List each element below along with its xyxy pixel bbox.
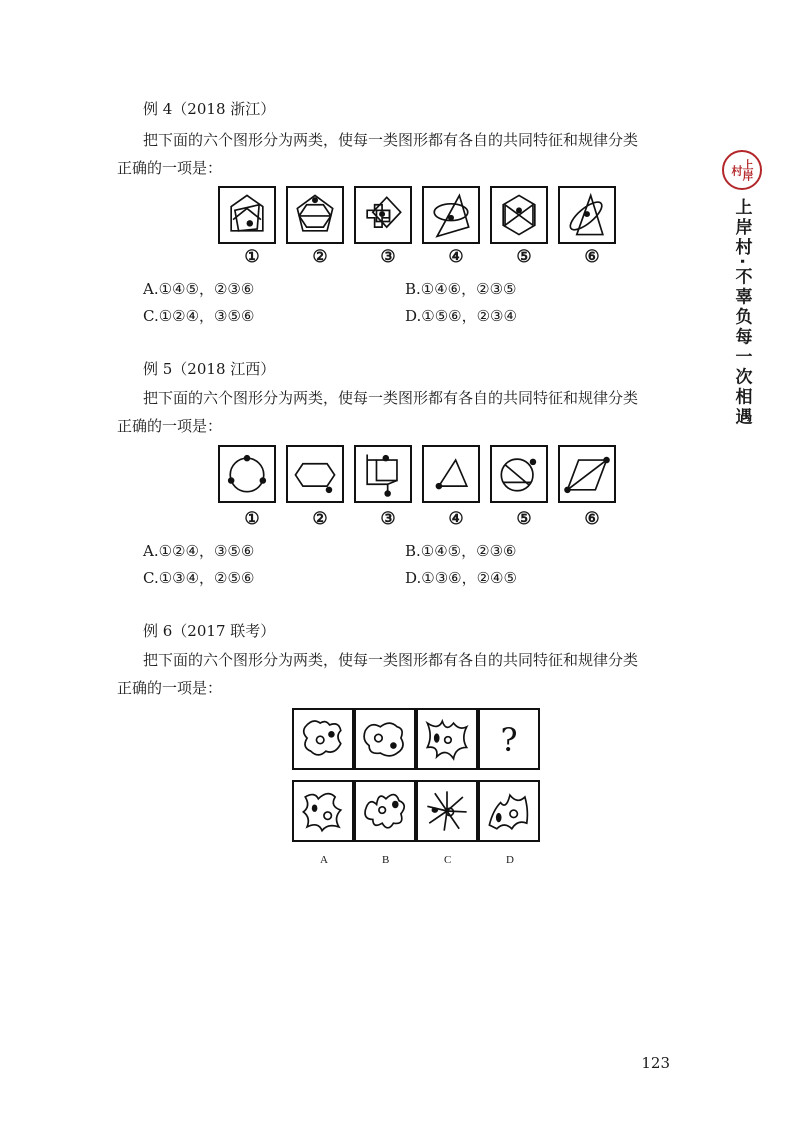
example4-option-c[interactable]: C.①②④，③⑤⑥ <box>143 307 255 325</box>
example4-figure-2 <box>286 186 344 244</box>
example4-figures <box>218 186 626 244</box>
label-5: ⑤ <box>516 247 532 267</box>
example5-option-d[interactable]: D.①③⑥，②④⑤ <box>405 569 517 587</box>
sidebar-brand <box>722 150 762 427</box>
example4-figure-6 <box>558 186 616 244</box>
example6-stem-line2: 正确的一项是： <box>117 679 223 697</box>
example5-figure-3 <box>354 445 412 503</box>
label-3: ③ <box>380 247 396 267</box>
example6-answer-figure-a <box>292 780 354 842</box>
answer-label-b: B <box>382 854 390 866</box>
example5-figure-4 <box>422 445 480 503</box>
label-3: ③ <box>380 509 396 529</box>
example4-stem-line1: 把下面的六个图形分为两类，使每一类图形都有各自的共同特征和规律分类 <box>143 131 639 149</box>
example5-option-b[interactable]: B.①④⑤，②③⑥ <box>405 542 517 560</box>
example5-figure-2 <box>286 445 344 503</box>
example5-figure-6 <box>558 445 616 503</box>
label-6: ⑥ <box>584 247 600 267</box>
example6-heading: 例 6（2017 联考） <box>143 622 276 640</box>
label-2: ② <box>312 247 328 267</box>
example4-option-a[interactable]: A.①④⑤，②③⑥ <box>143 280 255 298</box>
example4-figure-5 <box>490 186 548 244</box>
label-4: ④ <box>448 247 464 267</box>
example4-figure-labels <box>218 247 626 267</box>
label-6: ⑥ <box>584 509 600 529</box>
answer-label-d: D <box>506 854 514 866</box>
example5-heading: 例 5（2018 江西） <box>143 360 276 378</box>
answer-label-c: C <box>444 854 452 866</box>
sidebar-slogan: 上岸村·不辜负每一次相遇 <box>731 198 752 428</box>
example5-option-c[interactable]: C.①③④，②⑤⑥ <box>143 569 255 587</box>
example4-figure-4 <box>422 186 480 244</box>
example5-stem-line2: 正确的一项是： <box>117 417 223 435</box>
answer-label-a: A <box>320 854 328 866</box>
example5-figure-5 <box>490 445 548 503</box>
example5-figure-1 <box>218 445 276 503</box>
example6-answer-figure-b <box>354 780 416 842</box>
example5-figure-labels <box>218 509 626 529</box>
brand-seal-logo: 上岸 村 <box>722 150 762 190</box>
example4-stem-line2: 正确的一项是： <box>117 159 223 177</box>
label-2: ② <box>312 509 328 529</box>
example6-stem-line1: 把下面的六个图形分为两类，使每一类图形都有各自的共同特征和规律分类 <box>143 651 639 669</box>
example6-question-figure-4 <box>478 708 540 770</box>
example4-option-b[interactable]: B.①④⑥，②③⑤ <box>405 280 517 298</box>
example6-question-figure-1 <box>292 708 354 770</box>
example6-question-figure-2 <box>354 708 416 770</box>
label-5: ⑤ <box>516 509 532 529</box>
example5-stem-line1: 把下面的六个图形分为两类，使每一类图形都有各自的共同特征和规律分类 <box>143 389 639 407</box>
example5-option-a[interactable]: A.①②④，③⑤⑥ <box>143 542 255 560</box>
label-4: ④ <box>448 509 464 529</box>
label-1: ① <box>244 247 260 267</box>
example4-figure-3 <box>354 186 412 244</box>
example4-figure-1 <box>218 186 276 244</box>
example6-answer-figure-c <box>416 780 478 842</box>
example6-answer-figure-d <box>478 780 540 842</box>
label-1: ① <box>244 509 260 529</box>
question-mark: ? <box>500 722 518 760</box>
page-number: 123 <box>641 1054 670 1072</box>
example4-heading: 例 4（2018 浙江） <box>143 100 276 118</box>
example5-figures <box>218 445 626 503</box>
example6-question-figure-3 <box>416 708 478 770</box>
example4-option-d[interactable]: D.①⑤⑥，②③④ <box>405 307 517 325</box>
